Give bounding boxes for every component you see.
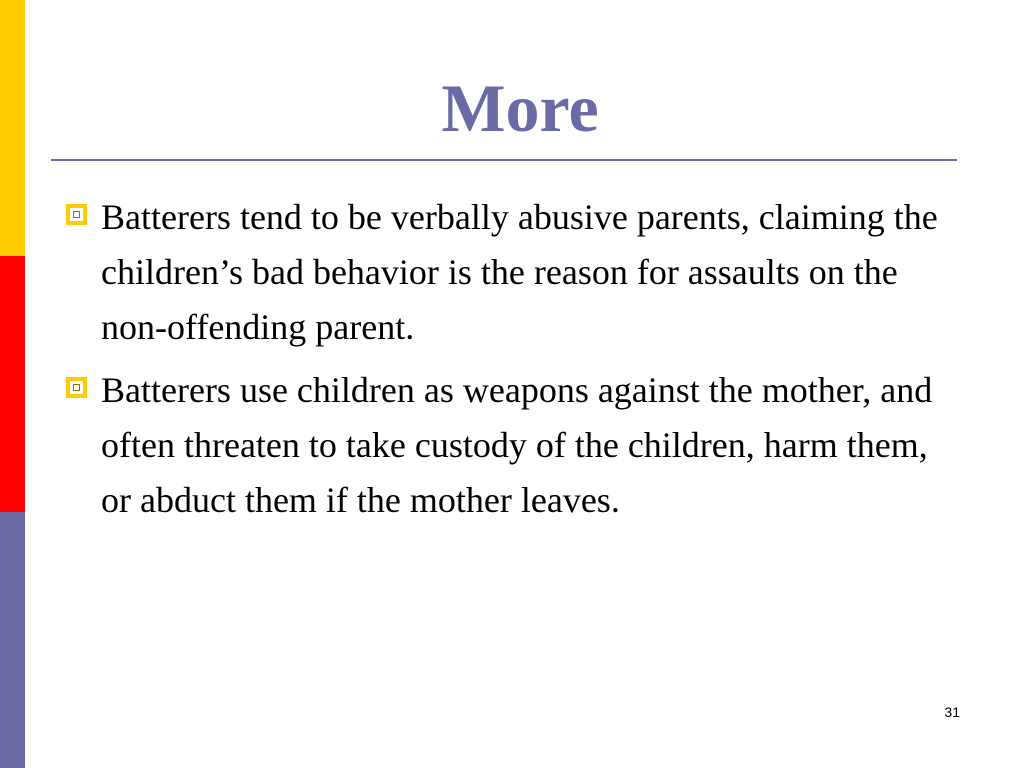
slide-number: 31 (944, 704, 960, 720)
title-divider (51, 159, 957, 161)
bullet-text: Batterers tend to be verbally abusive parents, claiming the children’s bad behavior is the reason for assaults on the non-offending parent. (101, 197, 938, 347)
hollow-square-bullet-icon (66, 377, 87, 398)
side-bar-blue-segment (0, 512, 25, 768)
hollow-square-bullet-icon (66, 204, 87, 225)
side-bar-red-segment (0, 256, 25, 512)
bullet-item (66, 190, 966, 355)
bullet-item (66, 363, 966, 528)
bullet-text: Batterers use children as weapons against the mother, and often threaten to take custody of the children, harm them, or abduct them if the mother leaves. (101, 370, 933, 520)
slide-title: More (441, 70, 599, 146)
bullet-list (66, 190, 966, 536)
